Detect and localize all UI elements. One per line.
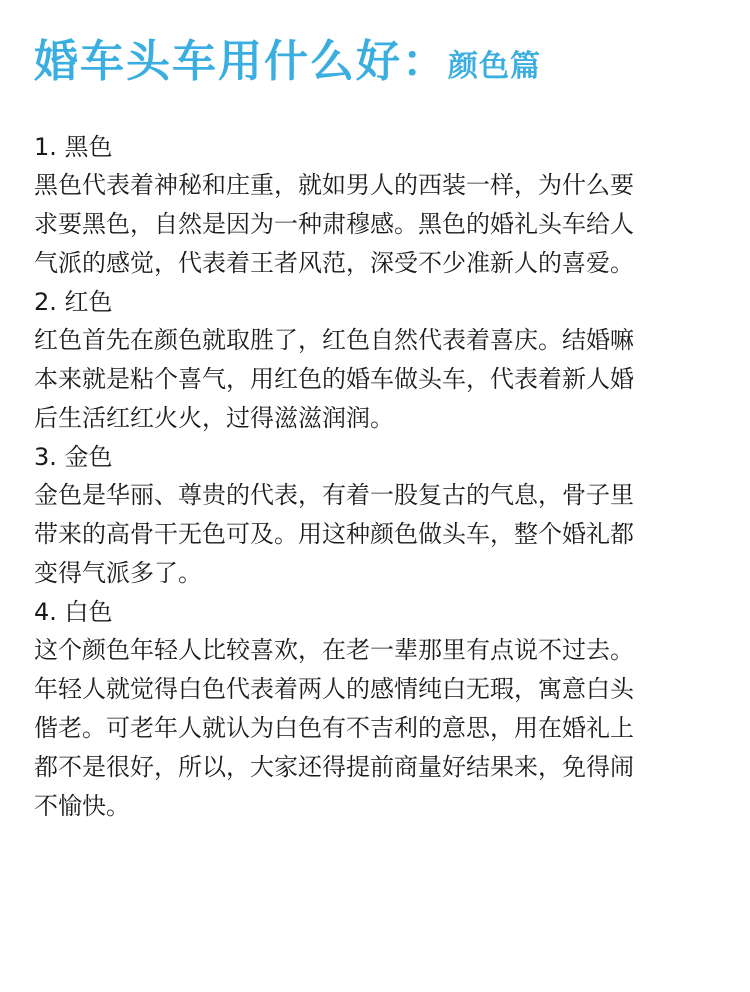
- paragraph-line: 本来就是粘个喜气，用红色的婚车做头车，代表着新人婚: [34, 365, 634, 393]
- paragraph-line: 带来的高骨干无色可及。用这种颜色做头车，整个婚礼都: [34, 520, 634, 548]
- page-title: [34, 34, 541, 90]
- section-paragraph: [34, 631, 724, 826]
- paragraph-line: 黑色代表着神秘和庄重，就如男人的西装一样，为什么要: [34, 171, 634, 199]
- page-title-sub: 颜色篇: [448, 49, 541, 84]
- article-body: [34, 128, 724, 826]
- paragraph-line: 气派的感觉，代表着王者风范，深受不少准新人的喜爱。: [34, 249, 634, 277]
- paragraph-line: 偕老。可老年人就认为白色有不吉利的意思，用在婚礼上: [34, 714, 634, 742]
- section-paragraph: [34, 166, 724, 283]
- paragraph-line: 不愉快。: [34, 792, 130, 820]
- paragraph-line: 红色首先在颜色就取胜了，红色自然代表着喜庆。结婚嘛: [34, 326, 634, 354]
- paragraph-line: 年轻人就觉得白色代表着两人的感情纯白无瑕，寓意白头: [34, 675, 634, 703]
- page-title-main: 婚车头车用什么好：: [34, 36, 448, 87]
- paragraph-line: 求要黑色，自然是因为一种肃穆感。黑色的婚礼头车给人: [34, 210, 634, 238]
- paragraph-line: 金色是华丽、尊贵的代表，有着一股复古的气息，骨子里: [34, 481, 634, 509]
- section-paragraph: [34, 476, 724, 593]
- section-gold: [34, 438, 724, 593]
- section-heading: 4. 白色: [34, 598, 113, 626]
- section-heading: 3. 金色: [34, 443, 113, 471]
- section-black: [34, 128, 724, 283]
- paragraph-line: 变得气派多了。: [34, 559, 202, 587]
- section-heading: 1. 黑色: [34, 133, 113, 161]
- paragraph-line: 后生活红红火火，过得滋滋润润。: [34, 404, 394, 432]
- section-red: [34, 283, 724, 438]
- paragraph-line: 都不是很好，所以，大家还得提前商量好结果来，免得闹: [34, 753, 634, 781]
- section-white: [34, 593, 724, 826]
- paragraph-line: 这个颜色年轻人比较喜欢，在老一辈那里有点说不过去。: [34, 636, 634, 664]
- section-heading: 2. 红色: [34, 288, 113, 316]
- section-paragraph: [34, 321, 724, 438]
